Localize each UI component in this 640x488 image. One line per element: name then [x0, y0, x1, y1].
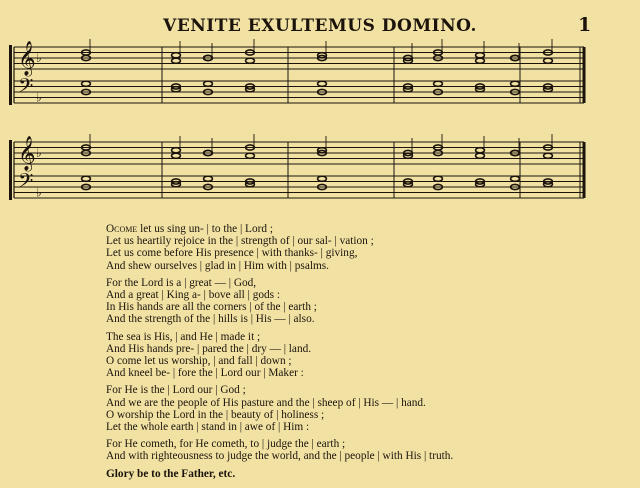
text-line: The sea is His, | and He | made it ; [106, 330, 261, 343]
stanza [106, 223, 626, 272]
text-line: Let us come before His presence | with thanks- | giving, [106, 247, 358, 260]
note-head [172, 153, 181, 158]
note-head [204, 176, 213, 181]
note-head [476, 53, 485, 58]
flat-icon: ♭ [36, 185, 42, 200]
flat-icon: ♭ [36, 51, 42, 65]
text-line: Let the whole earth | stand in | awe of | Him : [106, 421, 310, 434]
text-line: For the Lord is a | great — | God, [106, 276, 257, 289]
text-line: And the strength of the | hills is | His — | also. [106, 313, 315, 326]
gloria-line: Glory be to the Father, etc. [106, 467, 236, 480]
note-head [511, 176, 520, 181]
text-line: And a great | King a- | bove all | gods : [106, 289, 280, 302]
note-head [172, 58, 181, 63]
note-head [318, 81, 327, 86]
text-line: Let us heartily rejoice in the | strength of | our sal- | vation ; [106, 235, 374, 248]
text-line: For He is the | Lord our | God ; [106, 384, 246, 397]
text-line: And with righteousness to judge the world, and the | people | with His | truth. [106, 450, 454, 463]
note-head [476, 58, 485, 63]
stanza [106, 331, 626, 380]
note-head [476, 148, 485, 153]
note-head [434, 81, 443, 86]
flat-icon: ♭ [36, 146, 42, 160]
page-title: VENITE EXULTEMUS DOMINO. [163, 16, 477, 36]
note-head [82, 176, 91, 181]
brace-icon [9, 140, 12, 200]
text-line: And we are the people of His pasture and the | sheep of | His — | hand. [106, 396, 426, 409]
text-line: Ocome let us sing un- | to the | Lord ; [106, 223, 273, 235]
note-head [204, 81, 213, 86]
note-head [511, 81, 520, 86]
treble-clef-icon: 𝄞 [18, 41, 36, 76]
note-head [318, 176, 327, 181]
note-head [544, 153, 553, 158]
text-line: And kneel be- | fore the | Lord our | Maker : [106, 367, 304, 380]
text-line: O worship the Lord in the | beauty of | holiness ; [106, 408, 325, 421]
text-line: And His hands pre- | pared the | dry — | land. [106, 342, 312, 355]
brace-icon [9, 45, 12, 105]
stanza [106, 438, 626, 462]
note-head [246, 153, 255, 158]
bass-clef-icon: 𝄢 [18, 74, 34, 102]
note-head [172, 148, 181, 153]
treble-clef-icon: 𝄞 [18, 136, 36, 171]
text-line: In His hands are all the corners | of the | earth ; [106, 301, 317, 314]
note-head [476, 153, 485, 158]
chant-text [106, 223, 626, 480]
text-line: And shew ourselves | glad in | Him with | psalms. [106, 259, 329, 272]
flat-icon: ♭ [36, 90, 42, 105]
note-head [172, 53, 181, 58]
note-head [434, 176, 443, 181]
text-line: For He cometh, for He cometh, to | judge the | earth ; [106, 438, 346, 451]
note-head [82, 81, 91, 86]
stanza [106, 384, 626, 433]
music-score [0, 0, 640, 220]
note-head [246, 58, 255, 63]
page-number: 1 [578, 14, 592, 36]
text-line: O come let us worship, | and fall | down ; [106, 355, 292, 368]
note-head [544, 58, 553, 63]
stanza [106, 277, 626, 326]
bass-clef-icon: 𝄢 [18, 169, 34, 197]
